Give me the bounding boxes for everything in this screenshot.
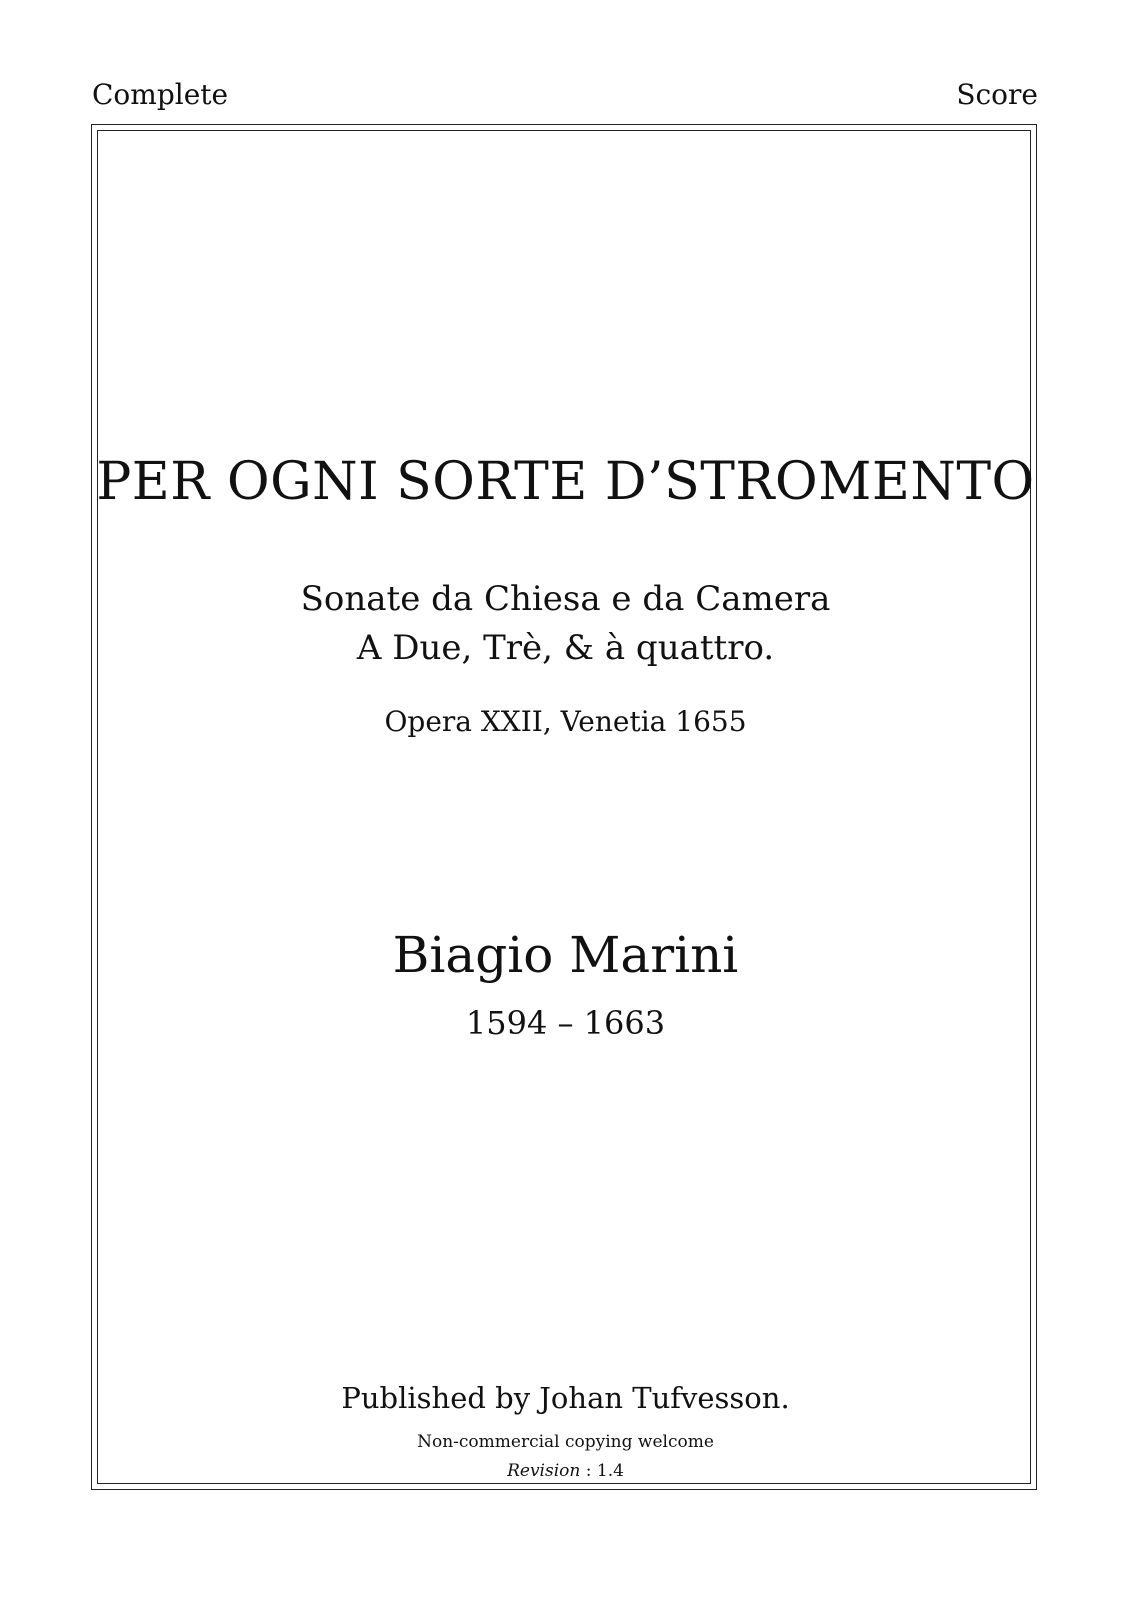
copying-notice: Non-commercial copying welcome bbox=[417, 1432, 714, 1452]
revision-line bbox=[0, 1460, 1131, 1482]
header-left-text: Complete bbox=[92, 78, 229, 111]
revision-label: Revision bbox=[507, 1461, 581, 1481]
work-title: PER OGNI SORTE D’STROMENTO bbox=[96, 452, 1035, 512]
header-right-text: Score bbox=[956, 78, 1038, 111]
subtitle-line-1: Sonate da Chiesa e da Camera bbox=[300, 579, 831, 619]
composer-name: Biagio Marini bbox=[392, 926, 739, 984]
revision-separator: : bbox=[580, 1461, 597, 1481]
subtitle-line-2: A Due, Trè, & à quattro. bbox=[356, 628, 775, 668]
revision-value: 1.4 bbox=[596, 1461, 624, 1481]
opus-line: Opera XXII, Venetia 1655 bbox=[384, 705, 747, 738]
composer-dates: 1594 – 1663 bbox=[465, 1004, 666, 1042]
publisher-line: Published by Johan Tufvesson. bbox=[341, 1381, 790, 1415]
page-frame-inner bbox=[97, 130, 1031, 1484]
